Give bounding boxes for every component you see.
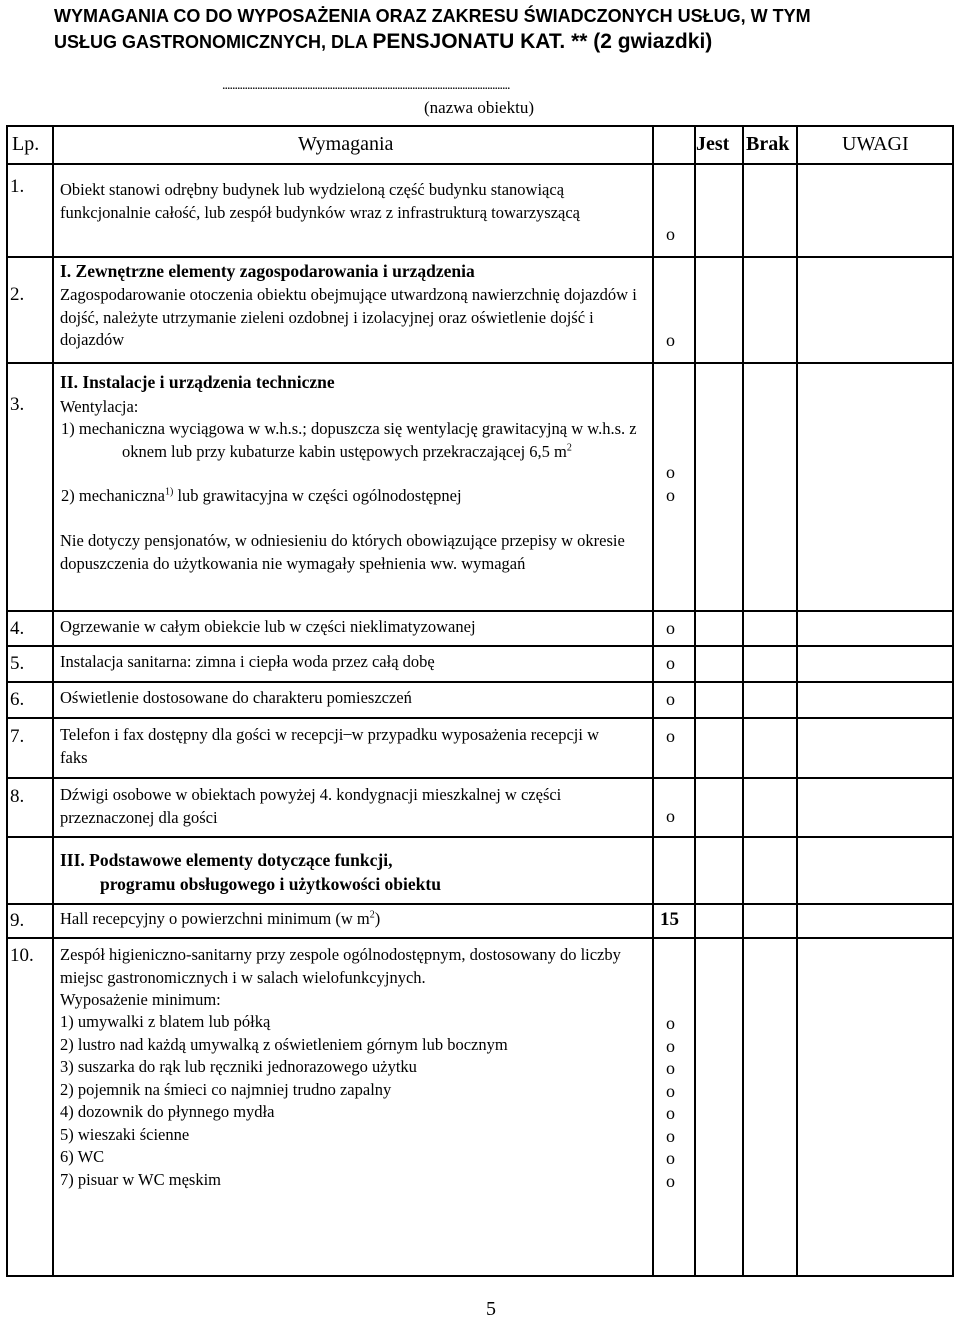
jest-value: 15 xyxy=(660,909,679,930)
list-item: 1) umywalki z blatem lub półką xyxy=(60,1012,271,1031)
jest-mark: o xyxy=(666,1080,675,1101)
section-heading: I. Zewnętrzne elementy zagospodarowania i urządzenia xyxy=(60,261,475,281)
table-top-border xyxy=(6,125,954,127)
jest-mark: o xyxy=(666,618,675,638)
col-header-lp: Lp. xyxy=(12,133,40,155)
jest-mark: o xyxy=(666,1035,675,1056)
col-header-requirements: Wymagania xyxy=(298,133,394,155)
table-right-border xyxy=(952,125,954,1277)
jest-mark: o xyxy=(666,1103,675,1123)
col-header-uwagi: UWAGI xyxy=(842,133,909,155)
row-number: 5. xyxy=(10,653,25,674)
page-number: 5 xyxy=(486,1298,496,1320)
jest-mark: o xyxy=(666,1013,675,1033)
jest-mark: o xyxy=(666,1170,675,1191)
header-bottom-border xyxy=(6,163,954,165)
jest-mark: o xyxy=(666,1125,675,1146)
jest-mark: o xyxy=(666,689,675,709)
jest-mark: o xyxy=(666,1058,675,1078)
list-item: 6) WC xyxy=(60,1147,105,1166)
row-number: 8. xyxy=(10,786,25,807)
document-title xyxy=(54,4,954,55)
jest-mark: o xyxy=(666,224,675,244)
requirement-text: Telefon i fax dostępny dla gości w recepcji ̶ w przypadku wyposażenia recepcji w faks xyxy=(60,725,600,767)
jest-mark: o xyxy=(666,1148,675,1168)
object-name-label: (nazwa obiektu) xyxy=(424,98,534,117)
col-divider-uwagi xyxy=(796,125,798,1277)
section-heading: II. Instalacje i urządzenia techniczne xyxy=(60,372,335,392)
col-header-jest: Jest xyxy=(696,133,730,155)
jest-mark: o xyxy=(666,462,675,482)
list-item: 2) pojemnik na śmieci co najmniej trudno zapalny xyxy=(60,1079,392,1099)
requirement-text: Zagospodarowanie otoczenia obiektu obejmujące utwardzoną nawierzchnię dojazdów i dojść, należyte utrzymanie zieleni ozdobnej i izolacyjnej oraz oświetlenie dojść i dojazdów xyxy=(60,285,637,349)
jest-mark: o xyxy=(666,653,675,673)
section-heading: III. Podstawowe elementy dotyczące funkcji, xyxy=(60,850,393,870)
equipment-list xyxy=(60,1011,660,1191)
requirement-text: Obiekt stanowi odrębny budynek lub wydzieloną część budynku stanowiącą funkcjonalnie całość, lub zespół budynków wraz z infrastrukturą towarzyszącą xyxy=(60,180,581,222)
row-separator xyxy=(6,903,954,905)
col-divider-brak xyxy=(742,125,744,1277)
title-line-2: USŁUG GASTRONOMICZNYCH, DLA PENSJONATU KAT. ** (2 gwiazdki) xyxy=(54,30,713,53)
requirement-label: Wyposażenie minimum: xyxy=(60,990,221,1009)
row-number: 2. xyxy=(10,284,25,305)
row-separator xyxy=(6,717,954,719)
row-number: 4. xyxy=(10,618,25,639)
table-bottom-border xyxy=(6,1275,954,1277)
list-item: 4) dozownik do płynnego mydła xyxy=(60,1102,275,1121)
row-number: 6. xyxy=(10,689,25,710)
row-separator xyxy=(6,645,954,647)
jest-marks-column xyxy=(666,1012,675,1192)
jest-mark: o xyxy=(666,330,675,350)
requirement-text: Instalacja sanitarna: zimna i ciepła woda przez całą dobę xyxy=(60,652,435,671)
row-separator xyxy=(6,362,954,364)
section-heading-continued: programu obsługowego i użytkowości obiektu xyxy=(100,874,441,894)
jest-mark: o xyxy=(666,806,675,826)
jest-mark: o xyxy=(666,485,675,505)
row-separator xyxy=(6,256,954,258)
requirement-item: 2) mechaniczna$^{1)}$ lub grawitacyjna w części ogólnodostępnej xyxy=(61,486,462,505)
row-separator xyxy=(6,681,954,683)
col-header-brak: Brak xyxy=(746,133,790,155)
row-separator xyxy=(6,937,954,939)
requirement-text: Ogrzewanie w całym obiekcie lub w części nieklimatyzowanej xyxy=(60,617,476,636)
table-left-border xyxy=(6,125,8,1277)
list-item: 5) wieszaki ścienne xyxy=(60,1124,190,1144)
col-divider-lp xyxy=(52,125,54,1277)
requirement-text: Hall recepcyjny o powierzchni minimum (w $m^2$) xyxy=(60,909,381,928)
row-number: 1. xyxy=(10,176,25,197)
list-item: 2) lustro nad każdą umywalką z oświetleniem górnym lub bocznym xyxy=(60,1034,508,1054)
row-separator xyxy=(6,777,954,779)
object-name-field: ................................................................................................................... xyxy=(222,78,510,93)
row-separator xyxy=(6,836,954,838)
requirement-text: Zespół higieniczno-sanitarny przy zespole ogólnodostępnym, dostosowany do liczby miejsc gastronomicznych i w salach wielofunkcyjnych. xyxy=(60,945,621,987)
list-item: 3) suszarka do rąk lub ręczniki jednorazowego użytku xyxy=(60,1057,417,1076)
col-divider-jest xyxy=(694,125,696,1277)
list-item: 7) pisuar w WC męskim xyxy=(60,1169,222,1189)
title-line-1: WYMAGANIA CO DO WYPOSAŻENIA ORAZ ZAKRESU ŚWIADCZONYCH USŁUG, W TYM xyxy=(54,6,811,26)
row-number: 3. xyxy=(10,394,25,415)
requirement-text: Dźwigi osobowe w obiektach powyżej 4. kondygnacji mieszkalnej w części przeznaczonej dla gości xyxy=(60,785,562,827)
requirement-text: Oświetlenie dostosowane do charakteru pomieszczeń xyxy=(60,688,412,707)
row-number: 9. xyxy=(10,910,25,931)
requirement-note: Nie dotyczy pensjonatów, w odniesieniu do których obowiązujące przepisy w okresie dopuszczenia do użytkowania nie wymagały spełnienia ww. wymagań xyxy=(60,531,625,573)
row-number: 10. xyxy=(10,945,34,966)
row-number: 7. xyxy=(10,726,25,747)
requirement-item: 1) mechaniczna wyciągowa w w.h.s.; dopuszcza się wentylację grawitacyjną w w.h.s. z oknem lub przy kubaturze kabin ustępowych przekraczającej 6,5 $m^2$ xyxy=(61,419,637,461)
row-separator xyxy=(6,610,954,612)
jest-mark: o xyxy=(666,726,675,746)
requirement-label: Wentylacja: xyxy=(60,397,139,416)
